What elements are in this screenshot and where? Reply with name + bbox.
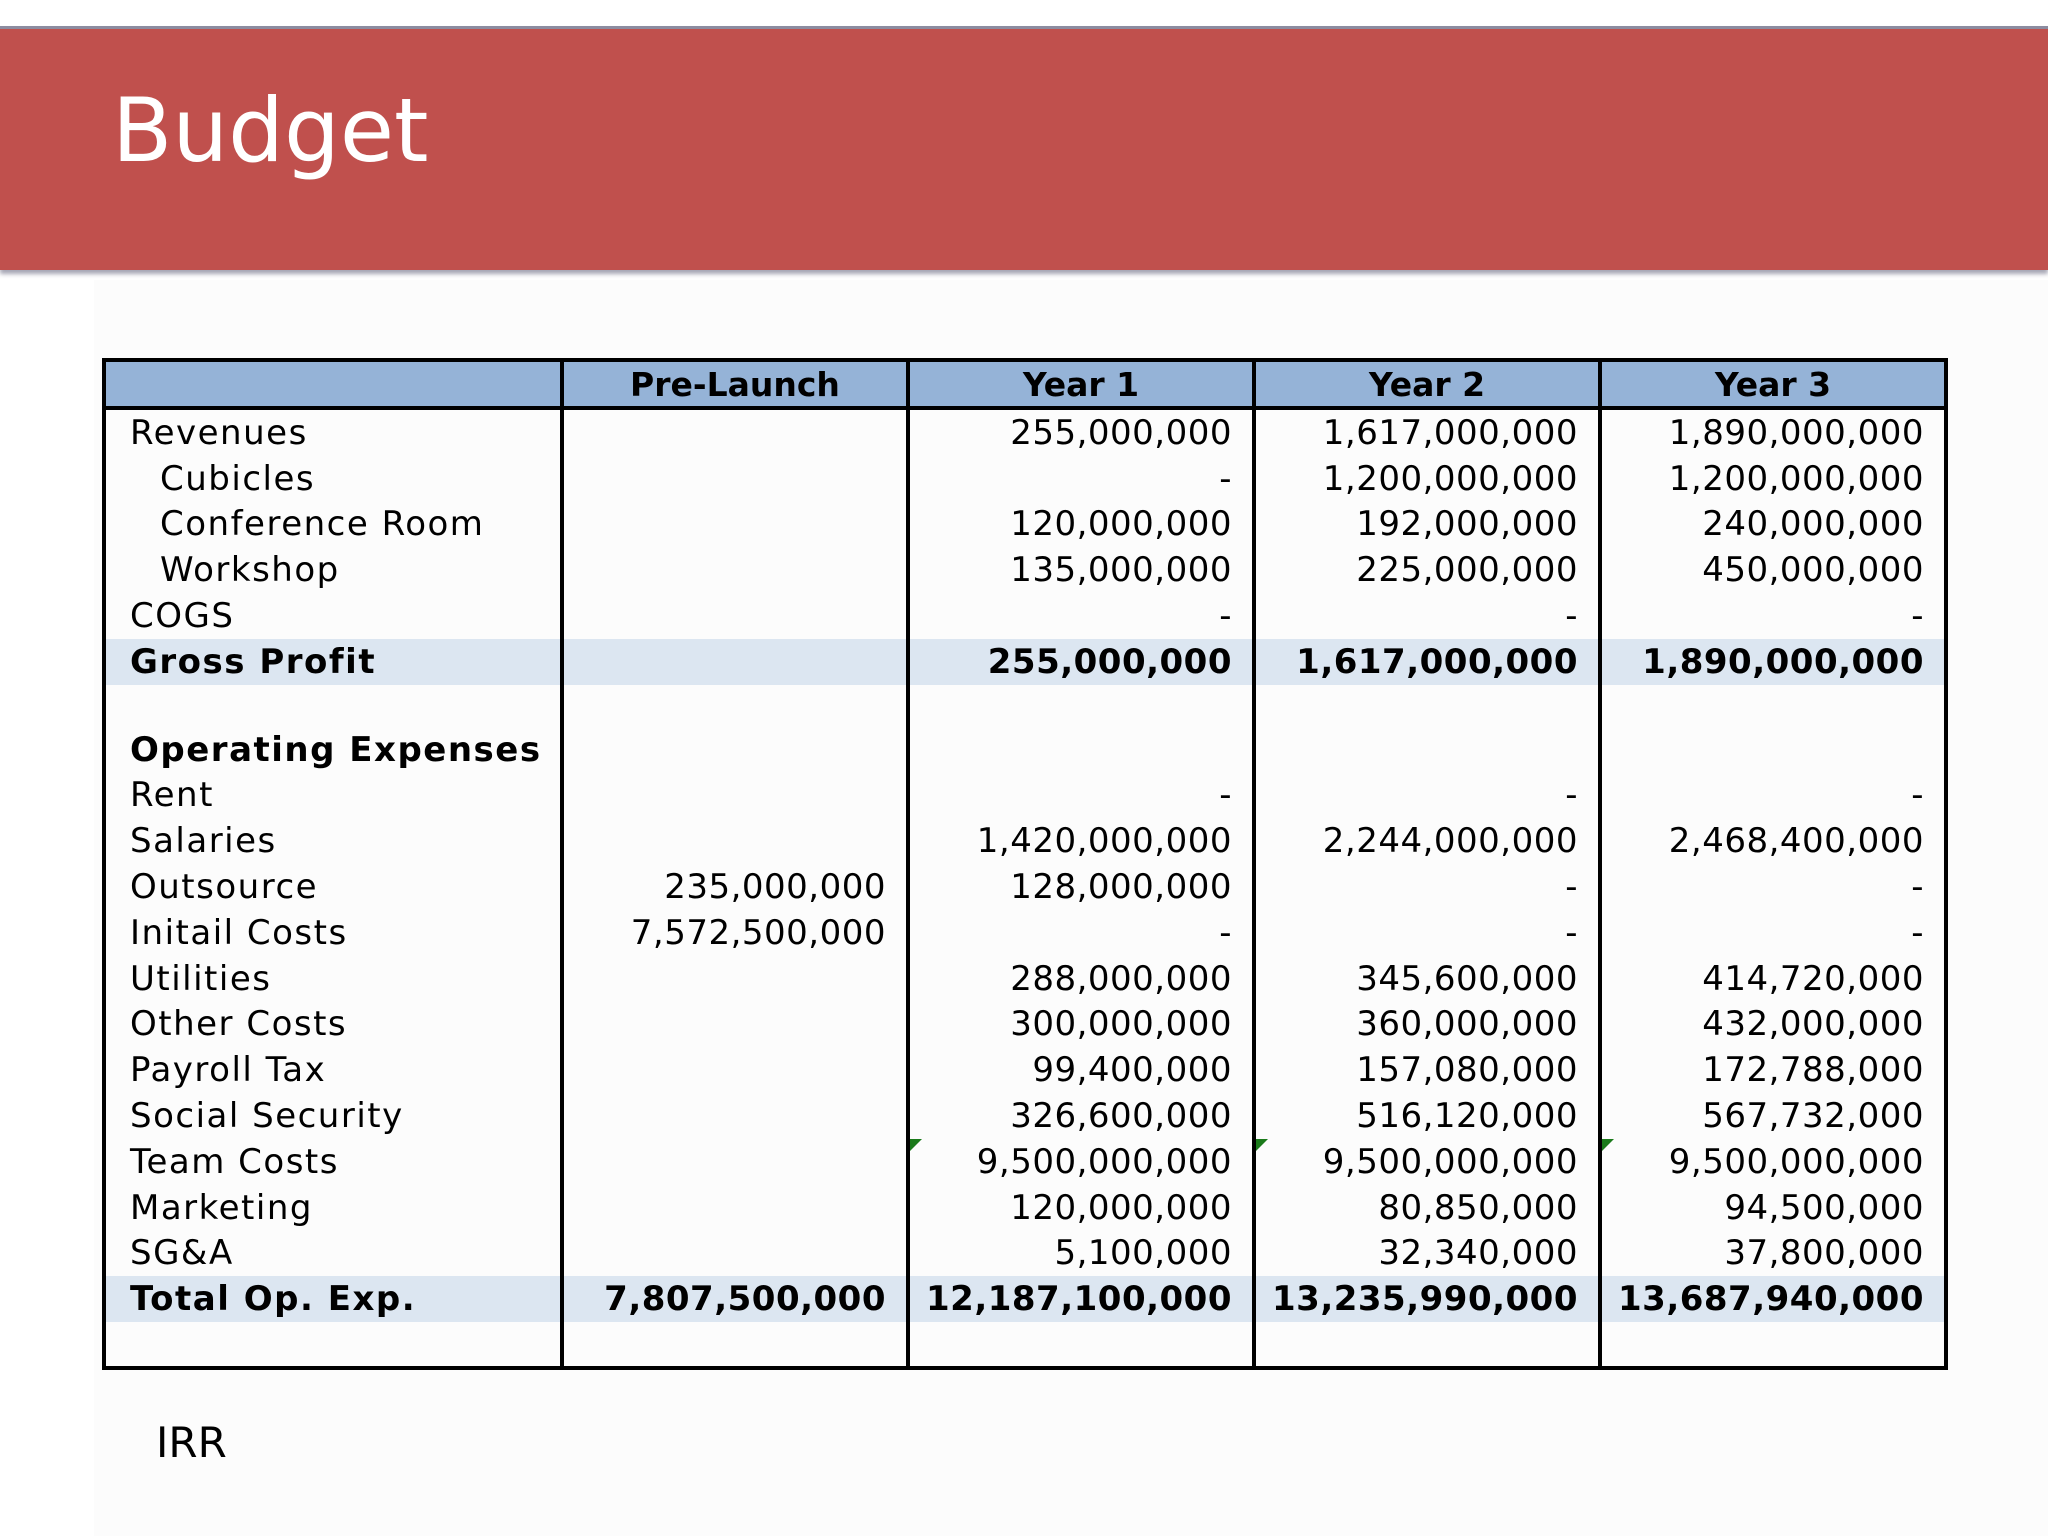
table-row [104, 910, 1946, 956]
value-cell: 240,000,000 [1600, 502, 1946, 548]
value-cell: 1,200,000,000 [1254, 456, 1600, 502]
value-cell: 37,800,000 [1600, 1231, 1946, 1277]
row-label: Team Costs [130, 1141, 339, 1182]
value-cell: - [908, 910, 1254, 956]
value-cell: - [1254, 593, 1600, 639]
value-cell [562, 1231, 908, 1277]
row-label: COGS [130, 596, 235, 637]
value-cell: 255,000,000 [908, 639, 1254, 685]
value-cell: 32,340,000 [1254, 1231, 1600, 1277]
value-cell [562, 456, 908, 502]
value-cell [1254, 685, 1600, 727]
table-row [104, 685, 1946, 727]
cell-comment-indicator-icon [910, 1139, 922, 1151]
value-cell: 360,000,000 [1254, 1002, 1600, 1048]
row-label: Revenues [130, 412, 308, 453]
value-cell: 326,600,000 [908, 1093, 1254, 1139]
value-cell [908, 1322, 1254, 1368]
row-label: Cubicles [160, 458, 316, 499]
value-cell [562, 818, 908, 864]
value-cell: 2,468,400,000 [1600, 818, 1946, 864]
value-cell: 135,000,000 [908, 547, 1254, 593]
value-cell [908, 685, 1254, 727]
value-cell: 255,000,000 [908, 408, 1254, 456]
value-cell: 288,000,000 [908, 956, 1254, 1002]
value-cell: 7,572,500,000 [562, 910, 908, 956]
value-cell: 5,100,000 [908, 1231, 1254, 1277]
table-row [104, 1047, 1946, 1093]
row-label: Conference Room [160, 504, 485, 545]
value-cell: 225,000,000 [1254, 547, 1600, 593]
value-cell: - [1600, 593, 1946, 639]
table-row [104, 818, 1946, 864]
value-cell [562, 727, 908, 773]
value-cell [1600, 685, 1946, 727]
budget-table [102, 358, 1948, 1370]
title-bar [0, 26, 2048, 270]
row-label: Other Costs [130, 1004, 348, 1045]
header-cell-label [104, 360, 562, 408]
row-label: Operating Expenses [130, 729, 542, 770]
value-cell [1600, 1322, 1946, 1368]
value-cell: 7,807,500,000 [562, 1276, 908, 1322]
value-cell: - [1600, 864, 1946, 910]
row-label: Utilities [130, 958, 272, 999]
table-row [104, 639, 1946, 685]
value-cell: 1,890,000,000 [1600, 408, 1946, 456]
value-cell [1600, 727, 1946, 773]
value-cell: 235,000,000 [562, 864, 908, 910]
value-cell [562, 1002, 908, 1048]
table-row [104, 1093, 1946, 1139]
row-label: Rent [130, 775, 214, 816]
value-cell: - [908, 773, 1254, 819]
value-cell [562, 547, 908, 593]
value-cell: 1,617,000,000 [1254, 408, 1600, 456]
value-cell [562, 593, 908, 639]
header-cell-prelaunch: Pre-Launch [562, 360, 908, 408]
value-cell [562, 408, 908, 456]
header-cell-year3: Year 3 [1600, 360, 1946, 408]
value-cell: 432,000,000 [1600, 1002, 1946, 1048]
value-cell [1254, 1322, 1600, 1368]
value-cell: - [1254, 864, 1600, 910]
value-cell [562, 1047, 908, 1093]
value-cell: 13,687,940,000 [1600, 1276, 1946, 1322]
cell-value-text: 9,500,000,000 [1668, 1141, 1924, 1182]
value-cell: 1,200,000,000 [1600, 456, 1946, 502]
row-label: Total Op. Exp. [104, 1276, 562, 1322]
table-row [104, 593, 1946, 639]
row-label [104, 1322, 562, 1368]
table-row [104, 1185, 1946, 1231]
value-cell [908, 1139, 1254, 1185]
value-cell [562, 639, 908, 685]
table-row [104, 773, 1946, 819]
value-cell: 414,720,000 [1600, 956, 1946, 1002]
table-row [104, 727, 1946, 773]
value-cell: 1,890,000,000 [1600, 639, 1946, 685]
row-label: Payroll Tax [130, 1050, 327, 1091]
value-cell: 128,000,000 [908, 864, 1254, 910]
value-cell: 300,000,000 [908, 1002, 1254, 1048]
table-row [104, 1002, 1946, 1048]
cell-comment-indicator-icon [1256, 1139, 1268, 1151]
table-row [104, 502, 1946, 548]
value-cell [1600, 1139, 1946, 1185]
table-row [104, 864, 1946, 910]
cell-value-text: 9,500,000,000 [1322, 1141, 1578, 1182]
row-label: Initail Costs [130, 912, 348, 953]
table-row [104, 456, 1946, 502]
value-cell: 192,000,000 [1254, 502, 1600, 548]
irr-label: IRR [156, 1418, 227, 1467]
value-cell: 172,788,000 [1600, 1047, 1946, 1093]
value-cell: 516,120,000 [1254, 1093, 1600, 1139]
row-label: SG&A [130, 1233, 234, 1274]
value-cell: 567,732,000 [1600, 1093, 1946, 1139]
value-cell: 12,187,100,000 [908, 1276, 1254, 1322]
row-label [104, 685, 562, 727]
value-cell [908, 727, 1254, 773]
value-cell [562, 1185, 908, 1231]
value-cell: 450,000,000 [1600, 547, 1946, 593]
value-cell: 94,500,000 [1600, 1185, 1946, 1231]
value-cell: 157,080,000 [1254, 1047, 1600, 1093]
value-cell: 2,244,000,000 [1254, 818, 1600, 864]
value-cell [562, 502, 908, 548]
table-row [104, 956, 1946, 1002]
table-row [104, 1276, 1946, 1322]
value-cell [1254, 727, 1600, 773]
value-cell [562, 773, 908, 819]
value-cell: 80,850,000 [1254, 1185, 1600, 1231]
row-label: Social Security [130, 1096, 404, 1137]
table-row [104, 408, 1946, 456]
row-label: Salaries [130, 821, 277, 862]
row-label: Gross Profit [104, 639, 562, 685]
table-row [104, 547, 1946, 593]
header-cell-year2: Year 2 [1254, 360, 1600, 408]
row-label: Marketing [130, 1187, 313, 1228]
value-cell [1254, 1139, 1600, 1185]
value-cell: - [1254, 773, 1600, 819]
value-cell [562, 1139, 908, 1185]
value-cell: - [1254, 910, 1600, 956]
header-row [104, 360, 1946, 408]
value-cell [562, 956, 908, 1002]
table-body [104, 408, 1946, 1368]
row-label: Workshop [160, 550, 340, 591]
value-cell: 345,600,000 [1254, 956, 1600, 1002]
value-cell: 1,420,000,000 [908, 818, 1254, 864]
cell-value-text: 9,500,000,000 [976, 1141, 1232, 1182]
value-cell: 1,617,000,000 [1254, 639, 1600, 685]
table-row [104, 1231, 1946, 1277]
value-cell [562, 685, 908, 727]
row-label: Outsource [130, 867, 319, 908]
header-cell-year1: Year 1 [908, 360, 1254, 408]
value-cell: - [908, 593, 1254, 639]
value-cell: 13,235,990,000 [1254, 1276, 1600, 1322]
value-cell: 120,000,000 [908, 1185, 1254, 1231]
value-cell: 120,000,000 [908, 502, 1254, 548]
cell-comment-indicator-icon [1602, 1139, 1614, 1151]
value-cell [562, 1093, 908, 1139]
value-cell: - [908, 456, 1254, 502]
value-cell [562, 1322, 908, 1368]
table-row [104, 1322, 1946, 1368]
value-cell: - [1600, 910, 1946, 956]
slide-title: Budget [112, 79, 429, 182]
value-cell: - [1600, 773, 1946, 819]
value-cell: 99,400,000 [908, 1047, 1254, 1093]
table-row [104, 1139, 1946, 1185]
